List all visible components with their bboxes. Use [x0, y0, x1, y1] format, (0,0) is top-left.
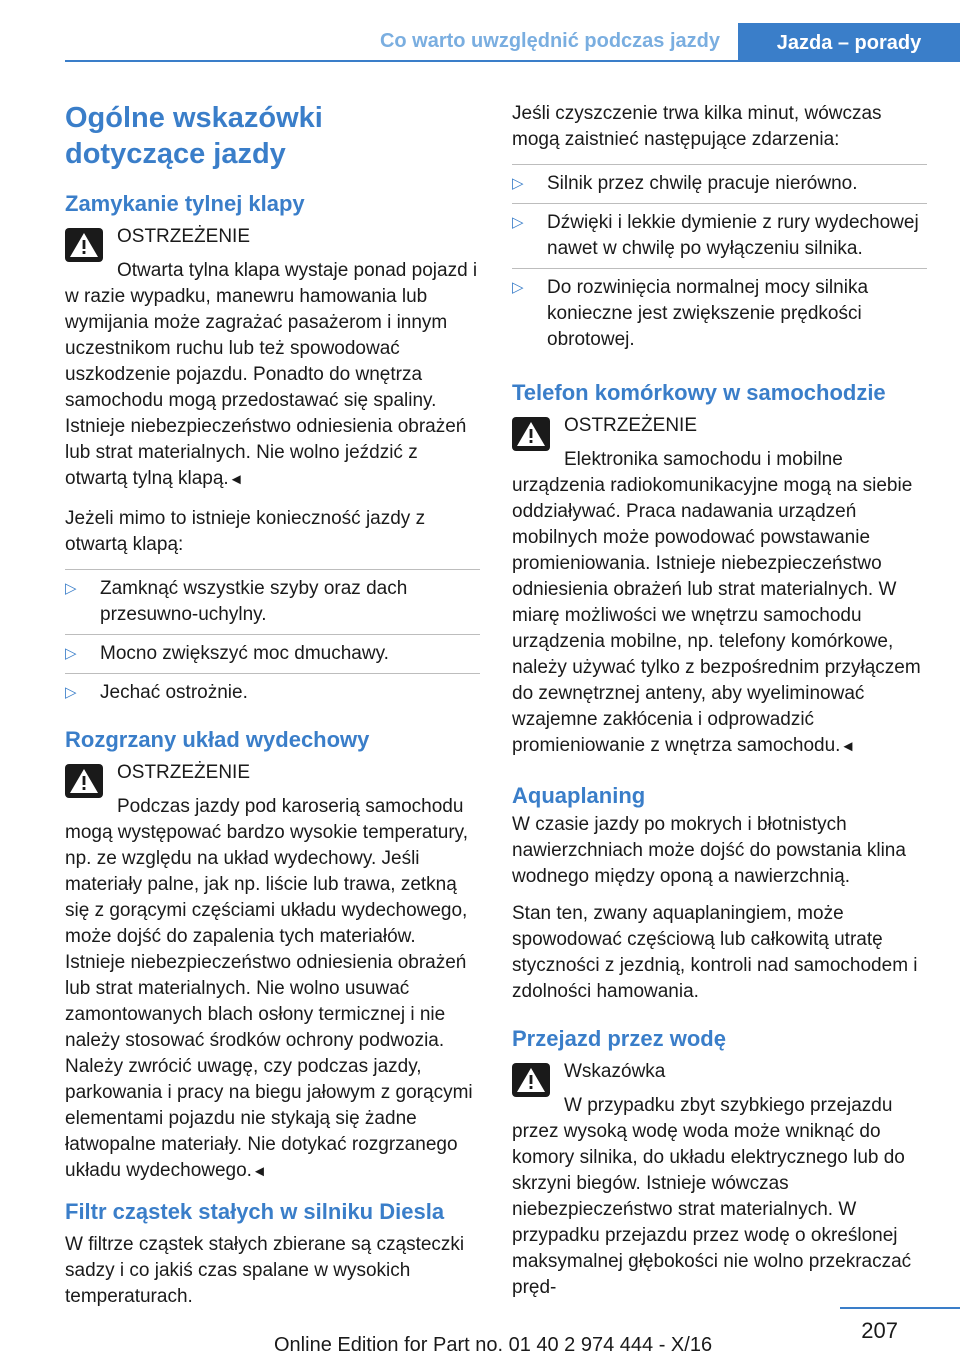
list-item-text: Dźwięki i lekkie dymienie z rury wydechowej nawet w chwilę po wyłączeniu silnika. — [547, 212, 919, 259]
list-item-text: Zamknąć wszystkie szyby oraz dach przesuwno-uchylny. — [100, 578, 408, 625]
warning-label: OSTRZEŻENIE — [564, 415, 698, 436]
list-item — [65, 634, 480, 673]
paragraph: W filtrze cząstek stałych zbierane są cząsteczki sadzy i co jakiś czas spalane w wysokich temperaturach. — [65, 1234, 465, 1307]
paragraph: Jeśli czyszczenie trwa kilka minut, wówczas mogą zaistnieć następujące zdarzenia: — [512, 103, 882, 150]
warning-icon — [512, 417, 550, 451]
bullet-list — [65, 569, 480, 712]
section-heading-exhaust: Rozgrzany układ wydechowy — [65, 727, 370, 752]
section-tab: Jazda – porady — [738, 23, 960, 62]
list-item-text: Silnik przez chwilę pracuje nierówno. — [547, 173, 858, 194]
list-item — [512, 164, 927, 203]
section-heading-water-crossing: Przejazd przez wodę — [512, 1026, 726, 1051]
paragraph: Jeżeli mimo to istnieje konieczność jazdy z otwartą klapą: — [65, 508, 426, 555]
bullet-icon: ▷ — [65, 645, 77, 662]
page-title: Ogólne wskazówki dotyczące jazdy — [65, 102, 323, 170]
warning-text: Podczas jazdy pod karoserią samochodu mogą występować bardzo wysokie temperatury, np. ze względu na układ wydechowy. Jeśli materiały palne, jak np. liście lub trawa, zetkną się z gorącymi częściami układu wydechowego, może dojść do zapalenia tych materiałów. Istnieje niebezpieczeństwo odniesienia obrażeń lub strat materialnych. Nie wolno usuwać zamontowanych blach osłony termicznej i nie należy stosować środków ochrony podwozia. Należy zwrócić uwagę, czy podczas jazdy, parkowania i pracy na biegu jałowym z gorącymi elementami pojazdu nie stykają się żadne łatwopalne materiały. Nie dotykać rozgrzanego układu wydechowego. — [65, 796, 473, 1181]
left-column — [65, 100, 480, 1321]
bullet-icon: ▷ — [512, 214, 524, 231]
list-item — [512, 268, 927, 359]
list-item-text: Jechać ostrożnie. — [100, 682, 248, 703]
section-heading-aquaplaning: Aquaplaning — [512, 783, 646, 808]
warning-label: OSTRZEŻENIE — [117, 762, 251, 783]
bullet-list — [512, 164, 927, 359]
list-item — [65, 569, 480, 634]
footer-divider — [840, 1307, 960, 1309]
bullet-icon: ▷ — [65, 684, 77, 701]
section-heading-diesel-filter: Filtr cząstek stałych w silniku Diesla — [65, 1199, 445, 1224]
page-header — [65, 0, 960, 62]
bullet-icon: ▷ — [512, 175, 524, 192]
warning-block-exhaust — [65, 760, 480, 1185]
list-item-text: Mocno zwiększyć moc dmuchawy. — [100, 643, 389, 664]
end-mark: ◄ — [840, 738, 856, 755]
warning-block-mobile-phone — [512, 413, 927, 760]
warning-icon — [65, 228, 103, 262]
end-mark: ◄ — [228, 471, 244, 488]
paragraph: Stan ten, zwany aquaplaningiem, może spowodować częściową lub całkowitą utratę styczności z jezdnią, kontroli nad samochodem i zdolności hamowania. — [512, 903, 918, 1002]
page-number: 207 — [861, 1318, 898, 1343]
section-heading-tailgate: Zamykanie tylnej klapy — [65, 191, 305, 216]
list-item — [512, 203, 927, 268]
warning-icon — [65, 764, 103, 798]
header-divider — [65, 60, 960, 62]
list-item-text: Do rozwinięcia normalnej mocy silnika konieczne jest zwiększenie prędkości obrotowej. — [547, 277, 869, 350]
end-mark: ◄ — [251, 1163, 267, 1180]
note-label: Wskazówka — [564, 1061, 666, 1082]
warning-label: OSTRZEŻENIE — [117, 226, 251, 247]
right-column — [512, 101, 927, 1314]
breadcrumb: Co warto uwzględnić podczas jazdy — [379, 30, 720, 52]
paragraph: W czasie jazdy po mokrych i błotnistych nawierzchniach może dojść do powstania klina wodnego między oponą a nawierzchnią. — [512, 814, 906, 887]
warning-icon — [512, 1063, 550, 1097]
edition-footer: Online Edition for Part no. 01 40 2 974 444 - X/16 — [274, 1334, 713, 1356]
warning-block-tailgate — [65, 224, 480, 493]
note-text: W przypadku zbyt szybkiego przejazdu przez wysoką wodę woda może wniknąć do komory silnika, do układu elektrycznego lub do skrzyni biegów. Istnieje wówczas niebezpieczeństwo strat materialnych. W przypadku przejazdu przez wodę o określonej maksymalnej głębokości nie wolno przekraczać pręd- — [512, 1095, 912, 1298]
note-block-water-crossing — [512, 1059, 927, 1301]
bullet-icon: ▷ — [512, 279, 524, 296]
warning-text: Otwarta tylna klapa wystaje ponad pojazd i w razie wypadku, manewru hamowania lub wymijania może zagrażać pasażerom i innym uczestnikom ruchu lub też spowodować uszkodzenie pojazdu. Ponadto do wnętrza samochodu mogą przedostawać się spaliny. Istnieje niebezpieczeństwo odniesienia obrażeń lub strat materialnych. Nie wolno jeździć z otwartą tylną klapą. — [65, 260, 478, 489]
warning-text: Elektronika samochodu i mobilne urządzenia radiokomunikacyjne mogą na siebie oddziaływać. Praca nadawania urządzeń mobilnych może powodować powstawanie promieniowania. Istnieje niebezpieczeństwo odniesienia obrażeń lub strat materialnych. W miarę możliwości we wnętrzu samochodu urządzenia mobilne, np. telefony komórkowe, należy używać tylko z bezpośrednim przyłączem do zewnętrznej anteny, aby wyeliminować wzajemne zakłócenia i odprowadzić promieniowanie z wnętrza samochodu. — [512, 449, 921, 756]
bullet-icon: ▷ — [65, 580, 77, 597]
list-item — [65, 673, 480, 712]
section-heading-mobile-phone: Telefon komórkowy w samochodzie — [512, 380, 886, 405]
